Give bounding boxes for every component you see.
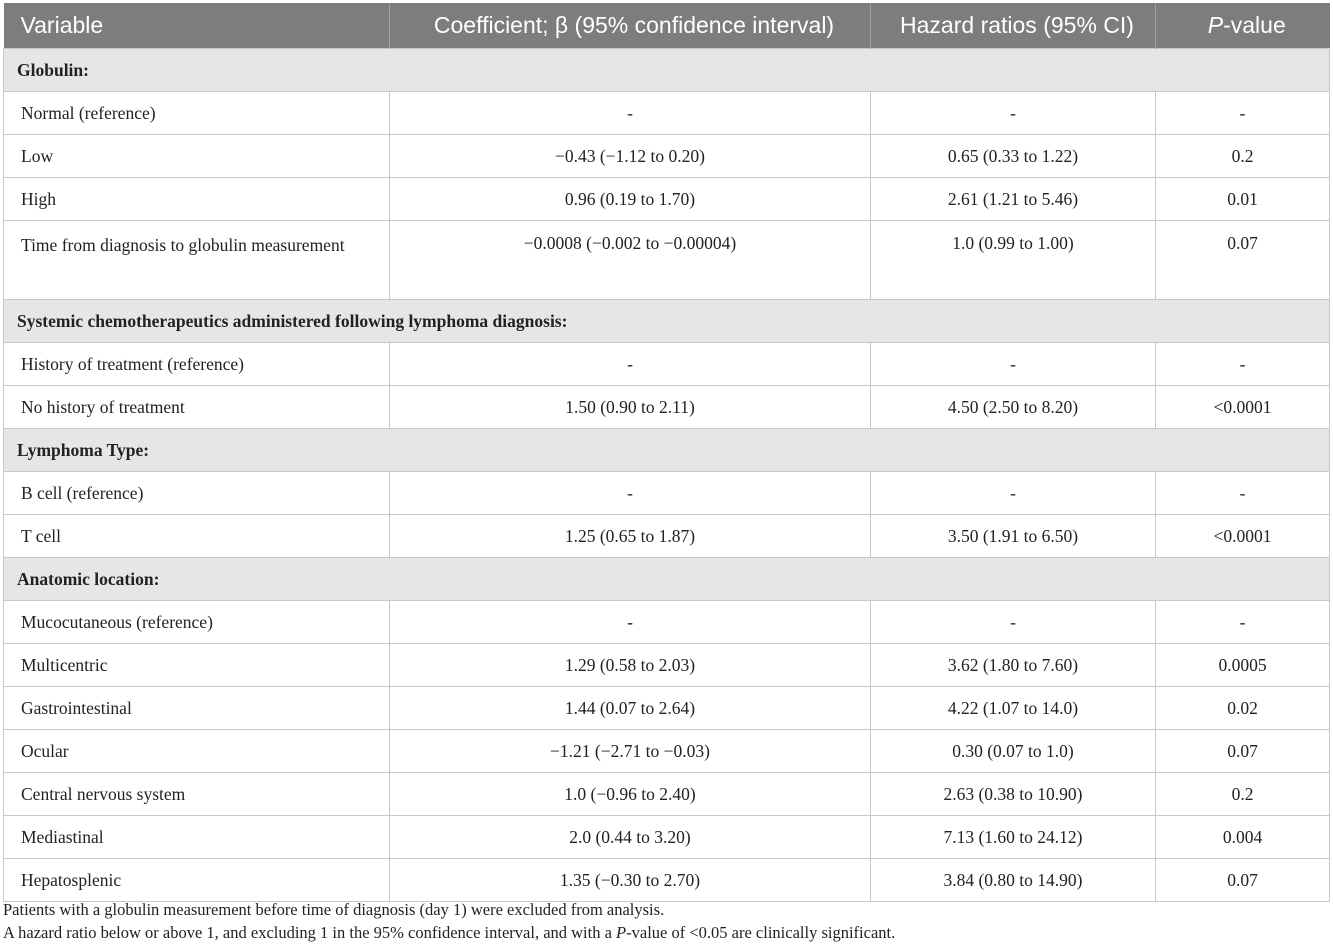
cell-coefficient: 0.96 (0.19 to 1.70) [390,178,871,221]
table-row [4,178,1330,221]
cell-variable: Gastrointestinal [4,687,390,730]
table-row [4,92,1330,135]
cell-variable: Central nervous system [4,773,390,816]
cell-variable: Mediastinal [4,816,390,859]
cell-variable: Hepatosplenic [4,859,390,902]
section-header-row [4,49,1330,92]
cell-coefficient: 2.0 (0.44 to 3.20) [390,816,871,859]
cell-coefficient: −1.21 (−2.71 to −0.03) [390,730,871,773]
footnote-2 [3,921,895,944]
cell-hazard-ratio: 1.0 (0.99 to 1.00) [871,221,1156,300]
cell-p-value: <0.0001 [1156,386,1330,429]
header-p-italic: P [1207,12,1224,38]
table-row [4,773,1330,816]
cell-p-value: 0.2 [1156,773,1330,816]
cell-hazard-ratio: 4.50 (2.50 to 8.20) [871,386,1156,429]
table-row [4,687,1330,730]
cell-p-value: - [1156,343,1330,386]
cell-p-value: - [1156,92,1330,135]
cell-coefficient: −0.0008 (−0.002 to −0.00004) [390,221,871,300]
cell-variable: B cell (reference) [4,472,390,515]
cell-p-value: 0.07 [1156,730,1330,773]
footnote-2-end: -value of <0.05 are clinically significant. [626,923,896,942]
cell-p-value: - [1156,472,1330,515]
table-row [4,644,1330,687]
table-row [4,386,1330,429]
results-table [3,3,1330,902]
results-table-container [3,3,1329,902]
table-row [4,472,1330,515]
cell-variable: Mucocutaneous (reference) [4,601,390,644]
section-header-row [4,429,1330,472]
table-row [4,601,1330,644]
cell-p-value: 0.07 [1156,859,1330,902]
cell-coefficient: - [390,472,871,515]
table-header [4,3,1330,49]
cell-hazard-ratio: 0.65 (0.33 to 1.22) [871,135,1156,178]
cell-p-value: 0.07 [1156,221,1330,300]
table-row [4,859,1330,902]
cell-hazard-ratio: - [871,601,1156,644]
header-p-rest: -value [1223,12,1286,38]
cell-variable: Normal (reference) [4,92,390,135]
footnote-2-italic: P [616,923,627,942]
table-row [4,730,1330,773]
cell-coefficient: - [390,601,871,644]
cell-hazard-ratio: 3.84 (0.80 to 14.90) [871,859,1156,902]
table-row [4,816,1330,859]
header-coefficient: Coefficient; β (95% confidence interval) [390,3,871,49]
cell-hazard-ratio: 7.13 (1.60 to 24.12) [871,816,1156,859]
cell-variable: High [4,178,390,221]
header-p-value [1156,3,1330,49]
cell-p-value: 0.0005 [1156,644,1330,687]
cell-coefficient: 1.50 (0.90 to 2.11) [390,386,871,429]
cell-variable: Multicentric [4,644,390,687]
cell-variable: Time from diagnosis to globulin measurement [4,221,390,300]
cell-hazard-ratio: 3.50 (1.91 to 6.50) [871,515,1156,558]
cell-p-value: <0.0001 [1156,515,1330,558]
cell-p-value: 0.2 [1156,135,1330,178]
cell-coefficient: 1.35 (−0.30 to 2.70) [390,859,871,902]
table-row [4,135,1330,178]
cell-p-value: 0.01 [1156,178,1330,221]
header-hazard-ratios: Hazard ratios (95% CI) [871,3,1156,49]
cell-hazard-ratio: 0.30 (0.07 to 1.0) [871,730,1156,773]
cell-hazard-ratio: - [871,343,1156,386]
cell-hazard-ratio: 2.63 (0.38 to 10.90) [871,773,1156,816]
cell-variable: Ocular [4,730,390,773]
table-row [4,343,1330,386]
cell-variable: History of treatment (reference) [4,343,390,386]
cell-hazard-ratio: 2.61 (1.21 to 5.46) [871,178,1156,221]
table-footnotes [3,898,895,944]
section-header-row [4,300,1330,343]
cell-variable: No history of treatment [4,386,390,429]
cell-hazard-ratio: - [871,92,1156,135]
cell-p-value: 0.02 [1156,687,1330,730]
footnote-2-start: A hazard ratio below or above 1, and excluding 1 in the 95% confidence interval, and with a [3,923,617,942]
cell-coefficient: 1.25 (0.65 to 1.87) [390,515,871,558]
cell-hazard-ratio: 3.62 (1.80 to 7.60) [871,644,1156,687]
cell-coefficient: −0.43 (−1.12 to 0.20) [390,135,871,178]
table-row [4,221,1330,300]
section-header-row [4,558,1330,601]
section-title: Lymphoma Type: [4,429,1330,472]
cell-variable: T cell [4,515,390,558]
table-body [4,49,1330,902]
cell-coefficient: - [390,92,871,135]
cell-variable: Low [4,135,390,178]
section-title: Globulin: [4,49,1330,92]
header-variable: Variable [4,3,390,49]
table-row [4,515,1330,558]
section-title: Systemic chemotherapeutics administered following lymphoma diagnosis: [4,300,1330,343]
footnote-1: Patients with a globulin measurement before time of diagnosis (day 1) were excluded from analysis. [3,900,665,919]
cell-coefficient: 1.44 (0.07 to 2.64) [390,687,871,730]
cell-coefficient: - [390,343,871,386]
cell-p-value: - [1156,601,1330,644]
cell-p-value: 0.004 [1156,816,1330,859]
cell-coefficient: 1.29 (0.58 to 2.03) [390,644,871,687]
cell-coefficient: 1.0 (−0.96 to 2.40) [390,773,871,816]
cell-hazard-ratio: 4.22 (1.07 to 14.0) [871,687,1156,730]
cell-hazard-ratio: - [871,472,1156,515]
section-title: Anatomic location: [4,558,1330,601]
